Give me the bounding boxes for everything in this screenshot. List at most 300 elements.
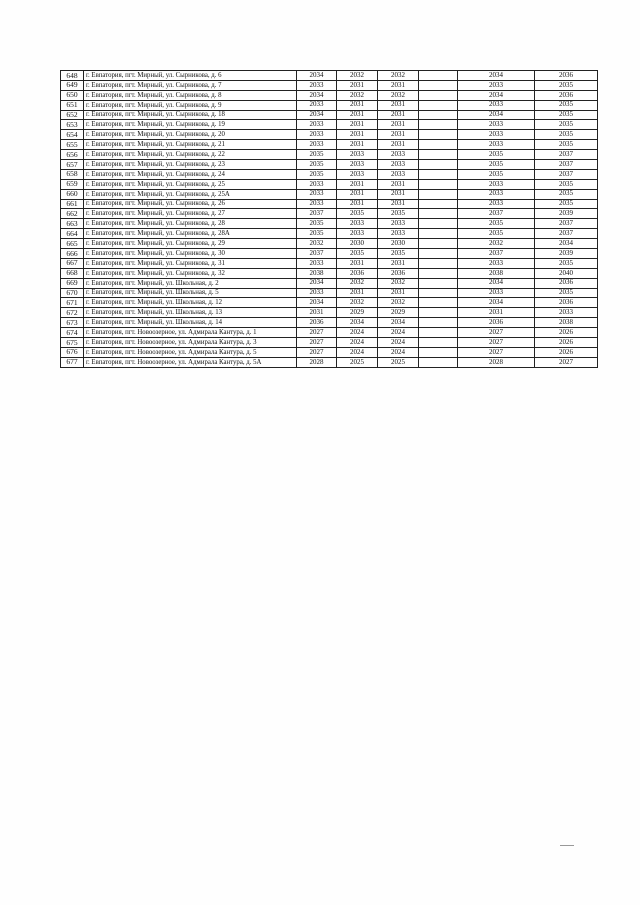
year-cell-3: 2025	[378, 357, 419, 367]
address-line: г. Евпатория, пгт. Мирный, ул. Сырникова, д. 9	[86, 101, 222, 109]
year-cell-3: 2033	[378, 219, 419, 229]
year-cell-1: 2033	[297, 199, 337, 209]
address-line: г. Евпатория, пгт. Мирный, ул. Сырникова, д. 27	[86, 210, 225, 218]
year-cell-6: 2026	[535, 328, 598, 338]
year-cell-4	[419, 357, 458, 367]
year-cell-2: 2035	[337, 209, 378, 219]
year-cell-2: 2035	[337, 249, 378, 259]
table-row	[61, 100, 598, 110]
address-cell	[84, 189, 297, 199]
table-row	[61, 328, 598, 338]
year-cell-1: 2037	[297, 249, 337, 259]
address-line: г. Евпатория, пгт. Мирный, ул. Школьная, д. 13	[86, 309, 223, 317]
year-cell-6: 2035	[535, 189, 598, 199]
year-cell-5: 2037	[458, 209, 535, 219]
year-cell-2: 2024	[337, 347, 378, 357]
year-cell-4	[419, 338, 458, 348]
year-cell-3: 2031	[378, 100, 419, 110]
table-row	[61, 160, 598, 170]
year-cell-5: 2033	[458, 199, 535, 209]
year-cell-6: 2035	[535, 258, 598, 268]
year-cell-5: 2035	[458, 160, 535, 170]
year-cell-3: 2024	[378, 338, 419, 348]
address-line: г. Евпатория, пгт. Мирный, ул. Сырникова, д. 21	[86, 141, 225, 149]
year-cell-5: 2033	[458, 189, 535, 199]
year-cell-4	[419, 258, 458, 268]
year-cell-3: 2030	[378, 239, 419, 249]
year-cell-1: 2034	[297, 90, 337, 100]
year-cell-6: 2037	[535, 169, 598, 179]
year-cell-4	[419, 80, 458, 90]
row-number: 660	[61, 189, 84, 199]
year-cell-4	[419, 169, 458, 179]
address-cell	[84, 258, 297, 268]
year-cell-4	[419, 179, 458, 189]
address-line: г. Евпатория, пгт. Мирный, ул. Сырникова, д. 23	[86, 160, 225, 168]
year-cell-4	[419, 110, 458, 120]
year-cell-1: 2033	[297, 100, 337, 110]
table-row	[61, 229, 598, 239]
year-cell-5: 2035	[458, 169, 535, 179]
table-row	[61, 90, 598, 100]
row-number: 670	[61, 288, 84, 298]
year-cell-6: 2039	[535, 209, 598, 219]
address-cell	[84, 278, 297, 288]
table-body	[61, 71, 598, 368]
year-cell-5: 2037	[458, 249, 535, 259]
year-cell-2: 2033	[337, 150, 378, 160]
year-cell-3: 2033	[378, 160, 419, 170]
year-cell-1: 2028	[297, 357, 337, 367]
year-cell-1: 2033	[297, 80, 337, 90]
year-cell-3: 2024	[378, 347, 419, 357]
address-line: г. Евпатория, пгт. Мирный, ул. Сырникова, д. 28А	[86, 230, 230, 238]
row-number: 654	[61, 130, 84, 140]
address-line: г. Евпатория, пгт. Новоозерное, ул. Адмирала Кантура, д. 5А	[86, 358, 262, 366]
address-line: г. Евпатория, пгт. Мирный, ул. Сырникова, д. 22	[86, 151, 225, 158]
year-cell-6: 2037	[535, 219, 598, 229]
year-cell-5: 2031	[458, 308, 535, 318]
address-cell	[84, 169, 297, 179]
year-cell-3: 2032	[378, 278, 419, 288]
address-cell	[84, 268, 297, 278]
year-cell-4	[419, 219, 458, 229]
year-cell-4	[419, 229, 458, 239]
scan-artifact	[560, 845, 574, 846]
address-line: г. Евпатория, пгт. Мирный, ул. Сырникова, д. 25	[86, 180, 225, 188]
address-line: г. Евпатория, пгт. Мирный, ул. Сырникова, д. 24	[86, 170, 225, 178]
year-cell-1: 2034	[297, 110, 337, 120]
year-cell-5: 2034	[458, 71, 535, 81]
year-cell-4	[419, 318, 458, 328]
year-cell-5: 2033	[458, 80, 535, 90]
address-line: г. Евпатория, пгт. Мирный, ул. Сырникова, д. 6	[86, 71, 222, 79]
year-cell-5: 2036	[458, 318, 535, 328]
year-cell-4	[419, 140, 458, 150]
year-cell-2: 2031	[337, 130, 378, 140]
year-cell-6: 2035	[535, 110, 598, 120]
year-cell-2: 2033	[337, 160, 378, 170]
year-cell-6: 2037	[535, 150, 598, 160]
year-cell-2: 2033	[337, 219, 378, 229]
year-cell-5: 2033	[458, 179, 535, 189]
row-number: 662	[61, 209, 84, 219]
year-cell-4	[419, 239, 458, 249]
address-cell	[84, 239, 297, 249]
table-row	[61, 140, 598, 150]
address-cell	[84, 209, 297, 219]
address-line: г. Евпатория, пгт. Мирный, ул. Сырникова, д. 28	[86, 220, 225, 228]
address-cell	[84, 219, 297, 229]
row-number: 669	[61, 278, 84, 288]
year-cell-6: 2035	[535, 140, 598, 150]
row-number: 649	[61, 80, 84, 90]
address-line: г. Евпатория, пгт. Мирный, ул. Школьная, д. 5	[86, 289, 219, 297]
year-cell-4	[419, 90, 458, 100]
year-cell-3: 2032	[378, 298, 419, 308]
year-cell-6: 2026	[535, 347, 598, 357]
row-number: 663	[61, 219, 84, 229]
year-cell-6: 2040	[535, 268, 598, 278]
table-row	[61, 219, 598, 229]
row-number: 676	[61, 347, 84, 357]
year-cell-1: 2033	[297, 288, 337, 298]
table-row	[61, 288, 598, 298]
table-row	[61, 249, 598, 259]
year-cell-2: 2030	[337, 239, 378, 249]
year-cell-2: 2033	[337, 169, 378, 179]
year-cell-6: 2035	[535, 179, 598, 189]
address-line: г. Евпатория, пгт. Мирный, ул. Сырникова, д. 29	[86, 240, 225, 248]
year-cell-6: 2027	[535, 357, 598, 367]
table-row	[61, 278, 598, 288]
year-cell-4	[419, 100, 458, 110]
year-cell-6: 2035	[535, 120, 598, 130]
address-line: г. Евпатория, пгт. Мирный, ул. Школьная, д. 2	[86, 279, 219, 287]
row-number: 648	[61, 71, 84, 81]
row-number: 657	[61, 160, 84, 170]
year-cell-1: 2027	[297, 328, 337, 338]
year-cell-3: 2031	[378, 199, 419, 209]
year-cell-1: 2027	[297, 347, 337, 357]
year-cell-3: 2029	[378, 308, 419, 318]
year-cell-5: 2034	[458, 110, 535, 120]
year-cell-5: 2034	[458, 278, 535, 288]
year-cell-1: 2034	[297, 298, 337, 308]
row-number: 672	[61, 308, 84, 318]
year-cell-1: 2033	[297, 140, 337, 150]
table-row	[61, 169, 598, 179]
year-cell-4	[419, 199, 458, 209]
address-line: г. Евпатория, пгт. Мирный, ул. Школьная, д. 12	[86, 299, 223, 307]
year-cell-4	[419, 278, 458, 288]
year-cell-6: 2033	[535, 308, 598, 318]
year-cell-6: 2036	[535, 90, 598, 100]
address-cell	[84, 130, 297, 140]
year-cell-6: 2037	[535, 229, 598, 239]
table-row	[61, 239, 598, 249]
year-cell-3: 2033	[378, 169, 419, 179]
table-row	[61, 318, 598, 328]
year-cell-2: 2024	[337, 338, 378, 348]
row-number: 675	[61, 338, 84, 348]
row-number: 677	[61, 357, 84, 367]
year-cell-3: 2035	[378, 209, 419, 219]
address-line: г. Евпатория, пгт. Мирный, ул. Сырникова, д. 8	[86, 91, 222, 99]
table-row	[61, 308, 598, 318]
year-cell-1: 2035	[297, 229, 337, 239]
address-cell	[84, 318, 297, 328]
address-line: г. Евпатория, пгт. Мирный, ул. Школьная, д. 14	[86, 319, 223, 327]
year-cell-3: 2033	[378, 150, 419, 160]
year-cell-1: 2036	[297, 318, 337, 328]
row-number: 659	[61, 179, 84, 189]
year-cell-2: 2025	[337, 357, 378, 367]
year-cell-3: 2036	[378, 268, 419, 278]
year-cell-5: 2033	[458, 288, 535, 298]
year-cell-2: 2031	[337, 189, 378, 199]
table-row	[61, 110, 598, 120]
year-cell-5: 2033	[458, 120, 535, 130]
table-row	[61, 298, 598, 308]
year-cell-4	[419, 71, 458, 81]
table-row	[61, 71, 598, 81]
year-cell-3: 2032	[378, 90, 419, 100]
year-cell-3: 2031	[378, 130, 419, 140]
year-cell-3: 2031	[378, 110, 419, 120]
year-cell-5: 2035	[458, 150, 535, 160]
table-row	[61, 130, 598, 140]
table-row	[61, 150, 598, 160]
year-cell-4	[419, 189, 458, 199]
row-number: 671	[61, 298, 84, 308]
row-number: 673	[61, 318, 84, 328]
row-number: 655	[61, 140, 84, 150]
year-cell-6: 2035	[535, 199, 598, 209]
year-cell-5: 2033	[458, 100, 535, 110]
year-cell-4	[419, 298, 458, 308]
address-cell	[84, 338, 297, 348]
year-cell-1: 2037	[297, 209, 337, 219]
address-line: г. Евпатория, пгт. Мирный, ул. Сырникова, д. 32	[86, 269, 225, 277]
address-cell	[84, 120, 297, 130]
row-number: 650	[61, 90, 84, 100]
year-cell-5: 2035	[458, 219, 535, 229]
year-cell-2: 2031	[337, 120, 378, 130]
row-number: 656	[61, 150, 84, 160]
year-cell-2: 2032	[337, 278, 378, 288]
row-number: 661	[61, 199, 84, 209]
year-cell-4	[419, 268, 458, 278]
year-cell-6: 2037	[535, 160, 598, 170]
year-cell-4	[419, 347, 458, 357]
year-cell-5: 2027	[458, 347, 535, 357]
table-row	[61, 179, 598, 189]
year-cell-4	[419, 130, 458, 140]
address-cell	[84, 288, 297, 298]
row-number: 651	[61, 100, 84, 110]
year-cell-3: 2031	[378, 179, 419, 189]
address-cell	[84, 308, 297, 318]
address-cell	[84, 140, 297, 150]
address-line: г. Евпатория, пгт. Новоозерное, ул. Адмирала Кантура, д. 1	[86, 329, 257, 337]
row-number: 668	[61, 268, 84, 278]
year-cell-5: 2032	[458, 239, 535, 249]
year-cell-3: 2031	[378, 140, 419, 150]
address-line: г. Евпатория, пгт. Мирный, ул. Сырникова, д. 19	[86, 121, 225, 129]
table-row	[61, 80, 598, 90]
year-cell-2: 2032	[337, 71, 378, 81]
address-line: г. Евпатория, пгт. Мирный, ул. Сырникова, д. 18	[86, 111, 225, 119]
year-cell-5: 2027	[458, 328, 535, 338]
row-number: 658	[61, 169, 84, 179]
year-cell-4	[419, 120, 458, 130]
table-row	[61, 258, 598, 268]
row-number: 664	[61, 229, 84, 239]
year-cell-2: 2024	[337, 328, 378, 338]
table-row	[61, 357, 598, 367]
year-cell-2: 2032	[337, 298, 378, 308]
year-cell-5: 2038	[458, 268, 535, 278]
year-cell-1: 2033	[297, 120, 337, 130]
year-cell-4	[419, 160, 458, 170]
row-number: 667	[61, 258, 84, 268]
row-number: 653	[61, 120, 84, 130]
address-line: г. Евпатория, пгт. Мирный, ул. Сырникова, д. 7	[86, 81, 222, 89]
year-cell-2: 2031	[337, 140, 378, 150]
row-number: 665	[61, 239, 84, 249]
year-cell-5: 2027	[458, 338, 535, 348]
address-line: г. Евпатория, пгт. Мирный, ул. Сырникова, д. 20	[86, 131, 225, 139]
year-cell-1: 2035	[297, 169, 337, 179]
year-cell-3: 2031	[378, 80, 419, 90]
address-cell	[84, 110, 297, 120]
year-cell-1: 2035	[297, 150, 337, 160]
year-cell-3: 2033	[378, 229, 419, 239]
year-cell-1: 2038	[297, 268, 337, 278]
table-row	[61, 338, 598, 348]
address-cell	[84, 249, 297, 259]
year-cell-6: 2034	[535, 239, 598, 249]
year-cell-5: 2033	[458, 258, 535, 268]
year-cell-2: 2036	[337, 268, 378, 278]
table-row	[61, 268, 598, 278]
address-line: г. Евпатория, пгт. Мирный, ул. Сырникова, д. 31	[86, 259, 225, 267]
address-cell	[84, 160, 297, 170]
table-row	[61, 199, 598, 209]
address-line: г. Евпатория, пгт. Мирный, ул. Сырникова, д. 25А	[86, 190, 230, 198]
year-cell-2: 2031	[337, 100, 378, 110]
year-cell-6: 2038	[535, 318, 598, 328]
year-cell-1: 2033	[297, 179, 337, 189]
address-cell	[84, 298, 297, 308]
year-cell-4	[419, 249, 458, 259]
year-cell-4	[419, 288, 458, 298]
year-cell-2: 2029	[337, 308, 378, 318]
year-cell-6: 2039	[535, 249, 598, 259]
year-cell-6: 2036	[535, 278, 598, 288]
row-number: 666	[61, 249, 84, 259]
year-cell-2: 2031	[337, 258, 378, 268]
year-cell-3: 2032	[378, 71, 419, 81]
year-cell-1: 2034	[297, 71, 337, 81]
address-cell	[84, 229, 297, 239]
address-line: г. Евпатория, пгт. Новоозерное, ул. Адмирала Кантура, д. 3	[86, 338, 257, 346]
address-line: г. Евпатория, пгт. Мирный, ул. Сырникова, д. 26	[86, 200, 225, 208]
year-cell-2: 2031	[337, 199, 378, 209]
year-cell-1: 2035	[297, 219, 337, 229]
year-cell-2: 2033	[337, 229, 378, 239]
year-cell-1: 2033	[297, 258, 337, 268]
year-cell-1: 2033	[297, 189, 337, 199]
address-cell	[84, 71, 297, 81]
address-cell	[84, 199, 297, 209]
year-cell-1: 2035	[297, 160, 337, 170]
year-cell-2: 2031	[337, 110, 378, 120]
table-row	[61, 120, 598, 130]
address-cell	[84, 179, 297, 189]
address-cell	[84, 357, 297, 367]
year-cell-4	[419, 209, 458, 219]
row-number: 674	[61, 328, 84, 338]
year-cell-3: 2035	[378, 249, 419, 259]
year-cell-3: 2031	[378, 189, 419, 199]
year-cell-5: 2034	[458, 90, 535, 100]
year-cell-6: 2036	[535, 298, 598, 308]
year-cell-6: 2035	[535, 100, 598, 110]
year-cell-3: 2031	[378, 120, 419, 130]
address-cell	[84, 100, 297, 110]
year-cell-2: 2031	[337, 179, 378, 189]
year-cell-3: 2034	[378, 318, 419, 328]
year-cell-1: 2032	[297, 239, 337, 249]
year-cell-2: 2031	[337, 288, 378, 298]
year-cell-4	[419, 328, 458, 338]
year-cell-5: 2028	[458, 357, 535, 367]
year-cell-2: 2031	[337, 80, 378, 90]
year-cell-5: 2033	[458, 140, 535, 150]
year-cell-5: 2034	[458, 298, 535, 308]
buildings-table	[60, 70, 598, 368]
year-cell-2: 2032	[337, 90, 378, 100]
address-cell	[84, 347, 297, 357]
year-cell-3: 2031	[378, 258, 419, 268]
table-row	[61, 189, 598, 199]
year-cell-6: 2035	[535, 130, 598, 140]
row-number: 652	[61, 110, 84, 120]
year-cell-5: 2033	[458, 130, 535, 140]
year-cell-1: 2027	[297, 338, 337, 348]
year-cell-6: 2026	[535, 338, 598, 348]
year-cell-4	[419, 150, 458, 160]
year-cell-5: 2035	[458, 229, 535, 239]
year-cell-1: 2033	[297, 130, 337, 140]
year-cell-1: 2034	[297, 278, 337, 288]
year-cell-6: 2035	[535, 80, 598, 90]
address-line: г. Евпатория, пгт. Новоозерное, ул. Адмирала Кантура, д. 5	[86, 348, 257, 356]
address-cell	[84, 90, 297, 100]
address-cell	[84, 328, 297, 338]
table-row	[61, 347, 598, 357]
year-cell-3: 2031	[378, 288, 419, 298]
year-cell-4	[419, 308, 458, 318]
year-cell-1: 2031	[297, 308, 337, 318]
address-cell	[84, 150, 297, 160]
address-line: г. Евпатория, пгт. Мирный, ул. Сырникова, д. 30	[86, 249, 225, 257]
table-row	[61, 209, 598, 219]
year-cell-6: 2036	[535, 71, 598, 81]
address-cell	[84, 80, 297, 90]
